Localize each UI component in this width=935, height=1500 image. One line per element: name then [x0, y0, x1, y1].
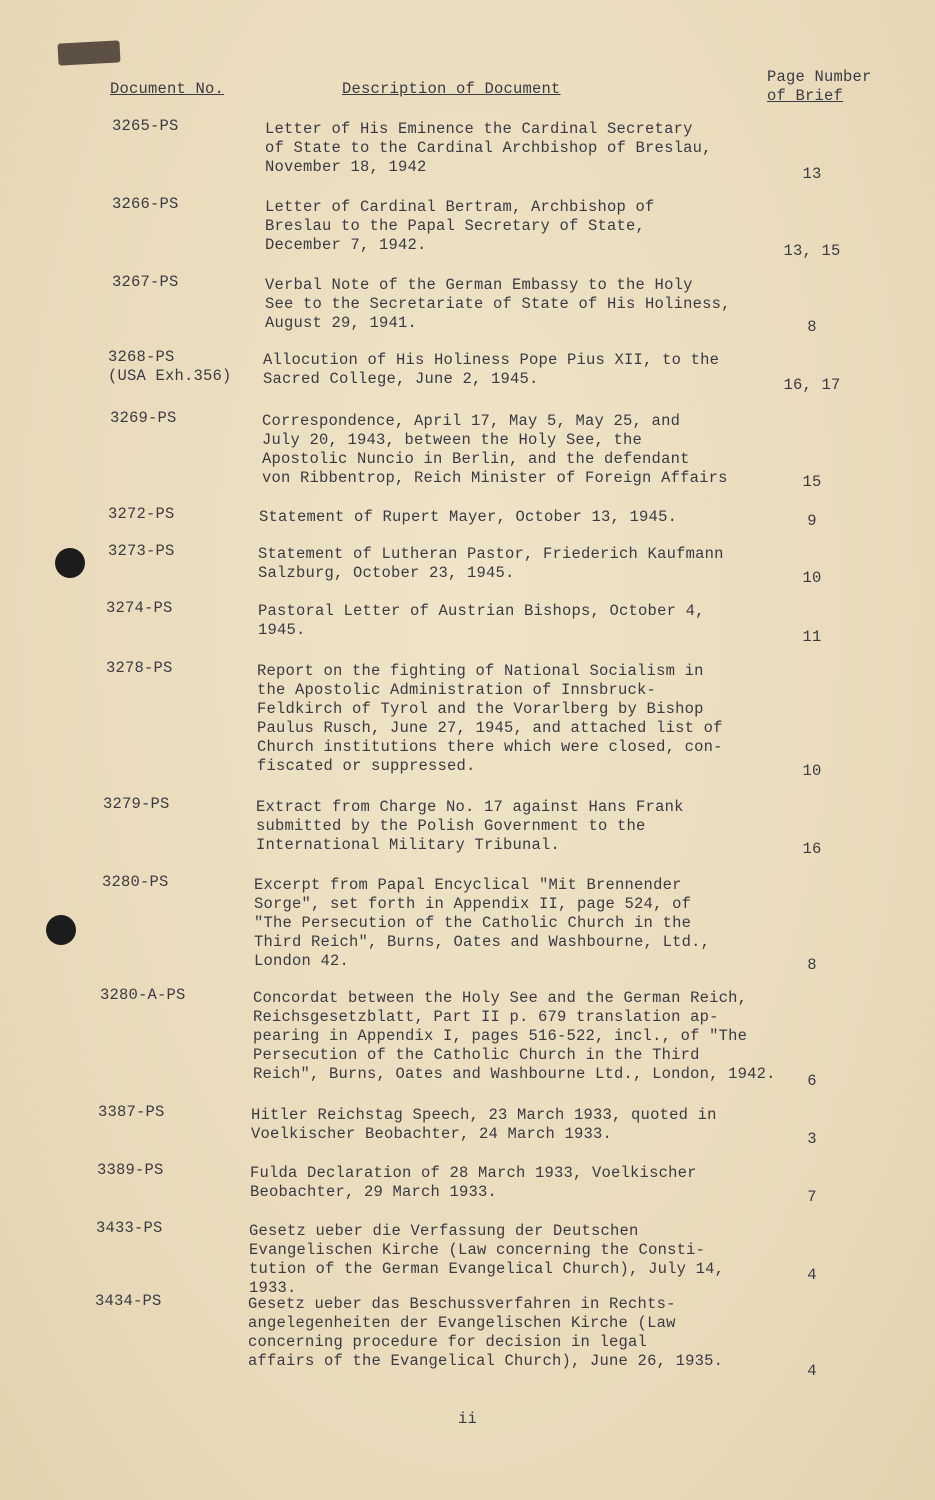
- description-line: Apostolic Nuncio in Berlin, and the defendant: [262, 450, 690, 468]
- description-line: "The Persecution of the Catholic Church in the: [254, 914, 692, 932]
- document-number: 3265-PS: [112, 117, 179, 135]
- description-line: Evangelischen Kirche (Law concerning the Consti-: [249, 1241, 706, 1259]
- description-line: Statement of Lutheran Pastor, Friederich Kaufmann: [258, 545, 724, 563]
- description-line: tution of the German Evangelical Church), July 14,: [249, 1260, 725, 1278]
- description-line: 1945.: [258, 621, 306, 639]
- description-line: Church institutions there which were closed, con-: [257, 738, 723, 756]
- description-line: Persecution of the Catholic Church in the Third: [253, 1046, 700, 1064]
- description-line: affairs of the Evangelical Church), June 26, 1935.: [248, 1352, 724, 1370]
- header-page-number: Page Number: [767, 68, 872, 86]
- description-line: von Ribbentrop, Reich Minister of Foreign Affairs: [262, 469, 728, 487]
- description-line: August 29, 1941.: [265, 314, 418, 332]
- description-line: July 20, 1943, between the Holy See, the: [262, 431, 643, 449]
- description-line: Voelkischer Beobachter, 24 March 1933.: [251, 1125, 613, 1143]
- brief-page-number: 10: [802, 762, 822, 780]
- document-number: 3280-PS: [102, 873, 169, 891]
- description-line: Pastoral Letter of Austrian Bishops, October 4,: [258, 602, 705, 620]
- brief-page-number: 16: [802, 840, 822, 858]
- header-document-no: Document No.: [110, 80, 225, 98]
- brief-page-number: 3: [807, 1130, 817, 1148]
- description-line: Breslau to the Papal Secretary of State,: [265, 217, 646, 235]
- document-number: 3278-PS: [106, 659, 173, 677]
- header-of-brief: of Brief: [767, 87, 844, 105]
- description-line: London 42.: [254, 952, 350, 970]
- brief-page-number: 4: [807, 1266, 817, 1284]
- brief-page-number: 13, 15: [783, 242, 841, 260]
- document-number: 3433-PS: [96, 1219, 163, 1237]
- description-line: angelegenheiten der Evangelischen Kirche (Law: [248, 1314, 676, 1332]
- description-line: Hitler Reichstag Speech, 23 March 1933, quoted in: [251, 1106, 717, 1124]
- description-line: Letter of His Eminence the Cardinal Secretary: [265, 120, 693, 138]
- description-line: Reich", Burns, Oates and Washbourne Ltd., London, 1942.: [253, 1065, 776, 1083]
- tape-mark: [57, 40, 120, 65]
- brief-page-number: 13: [802, 165, 822, 183]
- description-line: Excerpt from Papal Encyclical "Mit Brennender: [254, 876, 682, 894]
- description-line: Third Reich", Burns, Oates and Washbourne, Ltd.,: [254, 933, 711, 951]
- description-line: International Military Tribunal.: [256, 836, 561, 854]
- description-line: Gesetz ueber das Beschussverfahren in Rechts-: [248, 1295, 676, 1313]
- description-line: Reichsgesetzblatt, Part II p. 679 translation ap-: [253, 1008, 719, 1026]
- description-line: Statement of Rupert Mayer, October 13, 1945.: [259, 508, 678, 526]
- description-line: See to the Secretariate of State of His Holiness,: [265, 295, 731, 313]
- description-line: Letter of Cardinal Bertram, Archbishop of: [265, 198, 655, 216]
- punch-hole: [46, 915, 76, 945]
- description-line: Allocution of His Holiness Pope Pius XII, to the: [263, 351, 720, 369]
- brief-page-number: 6: [807, 1072, 817, 1090]
- brief-page-number: 8: [807, 318, 817, 336]
- document-number: 3269-PS: [110, 409, 177, 427]
- description-line: Fulda Declaration of 28 March 1933, Voelkischer: [250, 1164, 697, 1182]
- description-line: 1933.: [249, 1279, 297, 1297]
- description-line: Correspondence, April 17, May 5, May 25, and: [262, 412, 681, 430]
- description-line: of State to the Cardinal Archbishop of Breslau,: [265, 139, 712, 157]
- document-number: 3274-PS: [106, 599, 173, 617]
- document-number: 3273-PS: [108, 542, 175, 560]
- document-number: 3279-PS: [103, 795, 170, 813]
- description-line: Concordat between the Holy See and the German Reich,: [253, 989, 748, 1007]
- description-line: November 18, 1942: [265, 158, 427, 176]
- document-number: 3268-PS (USA Exh.356): [108, 348, 232, 385]
- document-number: 3434-PS: [95, 1292, 162, 1310]
- header-description: Description of Document: [342, 80, 561, 98]
- brief-page-number: 11: [802, 628, 822, 646]
- description-line: concerning procedure for decision in legal: [248, 1333, 648, 1351]
- document-number: 3387-PS: [98, 1103, 165, 1121]
- document-number: 3280-A-PS: [100, 986, 186, 1004]
- description-line: Report on the fighting of National Socialism in: [257, 662, 704, 680]
- document-number: 3266-PS: [112, 195, 179, 213]
- description-line: Beobachter, 29 March 1933.: [250, 1183, 498, 1201]
- brief-page-number: 15: [802, 473, 822, 491]
- brief-page-number: 7: [807, 1188, 817, 1206]
- description-line: Paulus Rusch, June 27, 1945, and attached list of: [257, 719, 723, 737]
- description-line: Sorge", set forth in Appendix II, page 524, of: [254, 895, 692, 913]
- description-line: submitted by the Polish Government to the: [256, 817, 646, 835]
- description-line: Sacred College, June 2, 1945.: [263, 370, 539, 388]
- brief-page-number: 16, 17: [783, 376, 841, 394]
- description-line: Verbal Note of the German Embassy to the Holy: [265, 276, 693, 294]
- description-line: December 7, 1942.: [265, 236, 427, 254]
- document-number: 3272-PS: [108, 505, 175, 523]
- brief-page-number: 10: [802, 569, 822, 587]
- brief-page-number: 8: [807, 956, 817, 974]
- brief-page-number: 9: [807, 512, 817, 530]
- description-line: Gesetz ueber die Verfassung der Deutschen: [249, 1222, 639, 1240]
- description-line: Feldkirch of Tyrol and the Vorarlberg by Bishop: [257, 700, 704, 718]
- punch-hole: [55, 548, 85, 578]
- document-number: 3267-PS: [112, 273, 179, 291]
- description-line: the Apostolic Administration of Innsbruck-: [257, 681, 657, 699]
- description-line: Extract from Charge No. 17 against Hans Frank: [256, 798, 684, 816]
- description-line: pearing in Appendix I, pages 516-522, incl., of "The: [253, 1027, 748, 1045]
- page-number-footer: ii: [458, 1410, 478, 1428]
- description-line: fiscated or suppressed.: [257, 757, 476, 775]
- document-number: 3389-PS: [97, 1161, 164, 1179]
- description-line: Salzburg, October 23, 1945.: [258, 564, 515, 582]
- brief-page-number: 4: [807, 1362, 817, 1380]
